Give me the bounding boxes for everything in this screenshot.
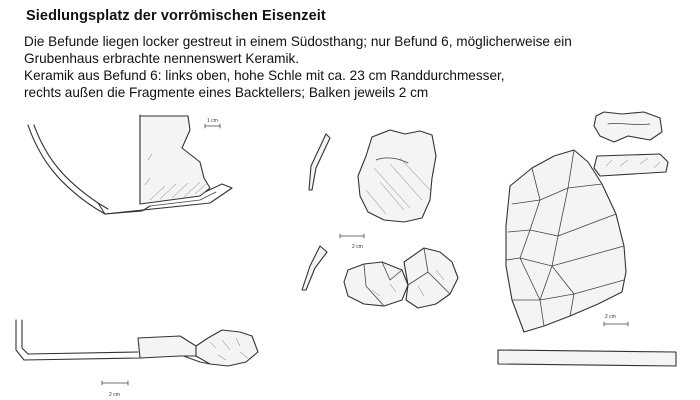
scale-bar-label-3: 2 cm — [352, 244, 363, 250]
scale-bar-4 — [604, 314, 628, 326]
scale-bar-label-1: 1 cm — [207, 118, 218, 124]
flat-base-drawing — [16, 320, 258, 398]
rim-fragments-drawing — [302, 130, 458, 308]
scale-bar-3 — [340, 234, 364, 250]
backteller-fragments-drawing — [498, 112, 676, 366]
description-line-3: Keramik aus Befund 6: links oben, hohe Schle mit ca. 23 cm Randdurchmesser, — [24, 68, 505, 83]
scale-bar-2 — [102, 381, 128, 398]
scale-bar-label-4: 2 cm — [605, 314, 616, 320]
scale-bar-1 — [205, 118, 220, 128]
description-line-2: Grubenhaus erbrachte nennenswert Keramik. — [24, 51, 300, 66]
page-title: Siedlungsplatz der vorrömischen Eisenzeit — [26, 8, 326, 24]
description-line-4: rechts außen die Fragmente eines Backtellers; Balken jeweils 2 cm — [24, 85, 429, 100]
description-line-1: Die Befunde liegen locker gestreut in einem Südosthang; nur Befund 6, möglicherweise ein — [24, 34, 572, 49]
bowl-profile-drawing — [28, 115, 232, 214]
scale-bar-label-2: 2 cm — [109, 392, 120, 398]
